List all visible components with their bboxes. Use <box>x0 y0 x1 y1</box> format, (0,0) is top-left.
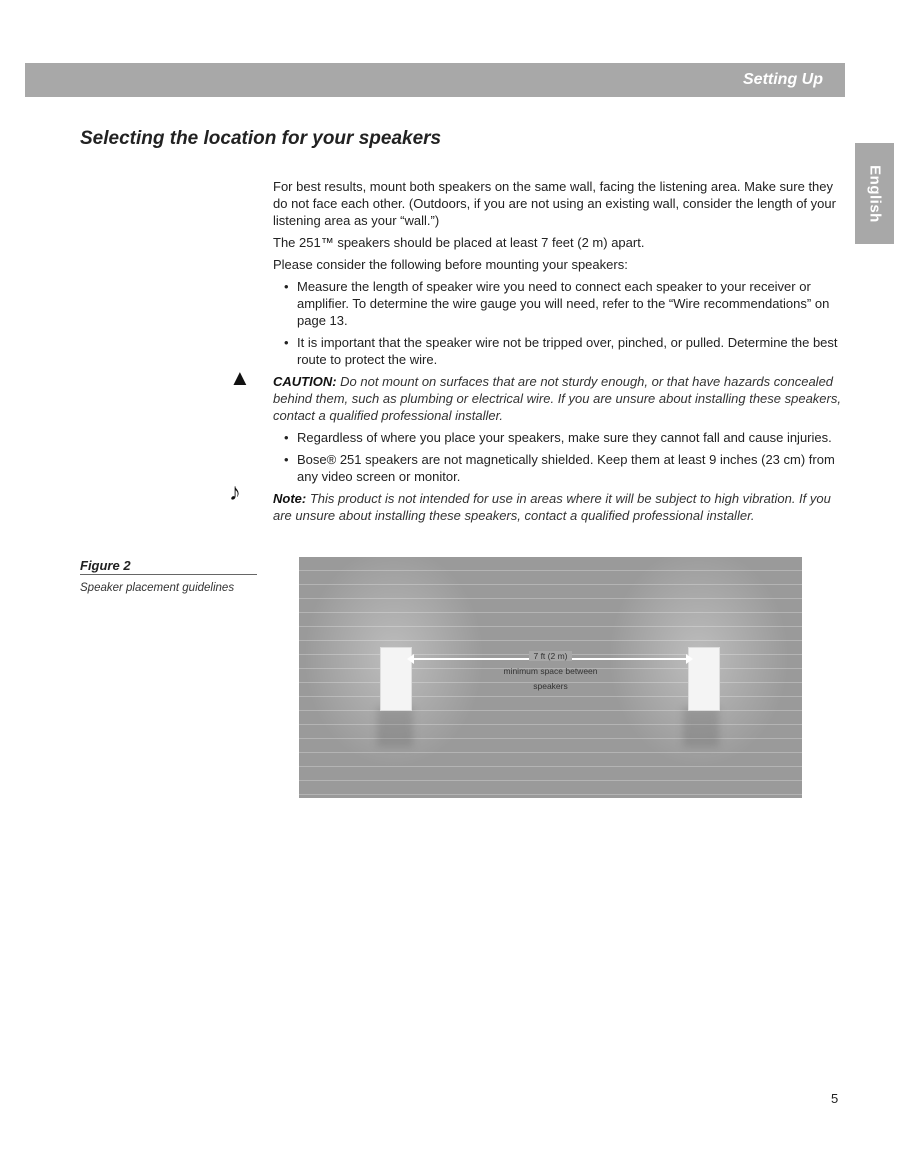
warning-triangle-icon: ▲ <box>229 365 251 390</box>
caution-text: Do not mount on surfaces that are not sturdy enough, or that have hazards concealed behind them, such as plumbing or electrical wire. If you are unsure about installing these speakers, contact a qualified professional installer. <box>273 374 841 423</box>
figure-label: Figure 2 <box>80 558 257 575</box>
bullet-item: • Regardless of where you place your speakers, make sure they cannot fall and cause injuries. <box>273 429 843 446</box>
caution-notice <box>229 365 843 424</box>
dimension-label <box>299 651 802 661</box>
note-text: This product is not intended for use in areas where it will be subject to high vibration. If you are unsure about installing these speakers, contact a qualified professional installer. <box>273 491 831 523</box>
note-notice <box>229 479 843 524</box>
music-note-icon: ♪ <box>229 479 241 506</box>
dimension-note-line2: speakers <box>533 681 568 691</box>
speaker-shadow <box>377 707 413 747</box>
language-tab-label: English <box>866 164 883 223</box>
speaker-placement-illustration <box>299 557 802 798</box>
dimension-note-line1: minimum space between <box>503 666 598 676</box>
body-text <box>229 178 843 529</box>
bullet-item: • Bose® 251 speakers are not magnetically shielded. Keep them at least 9 inches (23 cm) from any video screen or monitor. <box>273 451 843 485</box>
language-tab <box>855 143 894 244</box>
bullet-item: • It is important that the speaker wire not be tripped over, pinched, or pulled. Determine the best route to protect the wire. <box>273 334 843 368</box>
figure-caption: Speaker placement guidelines <box>80 582 235 594</box>
paragraph: Please consider the following before mounting your speakers: <box>273 257 628 272</box>
bullet-item: • Measure the length of speaker wire you need to connect each speaker to your receiver or amplifier. To determine the wire gauge you will need, refer to the “Wire recommendations” on page 13. <box>273 278 843 329</box>
note-label: Note: <box>273 491 307 506</box>
section-header-bar <box>25 63 845 97</box>
speaker-shadow <box>683 707 719 747</box>
paragraph: For best results, mount both speakers on the same wall, facing the listening area. Make sure they do not face each other. (Outdoors, if you are not using an existing wall, consider the length of your listening area as your “wall.”) <box>273 179 836 228</box>
page-title: Selecting the location for your speakers <box>80 128 442 149</box>
page-number: 5 <box>831 1091 839 1106</box>
paragraph: The 251™ speakers should be placed at least 7 feet (2 m) apart. <box>273 235 645 250</box>
section-title: Setting Up <box>743 71 823 88</box>
dimension-text: 7 ft (2 m) <box>529 651 571 661</box>
caution-label: CAUTION: <box>273 374 337 389</box>
